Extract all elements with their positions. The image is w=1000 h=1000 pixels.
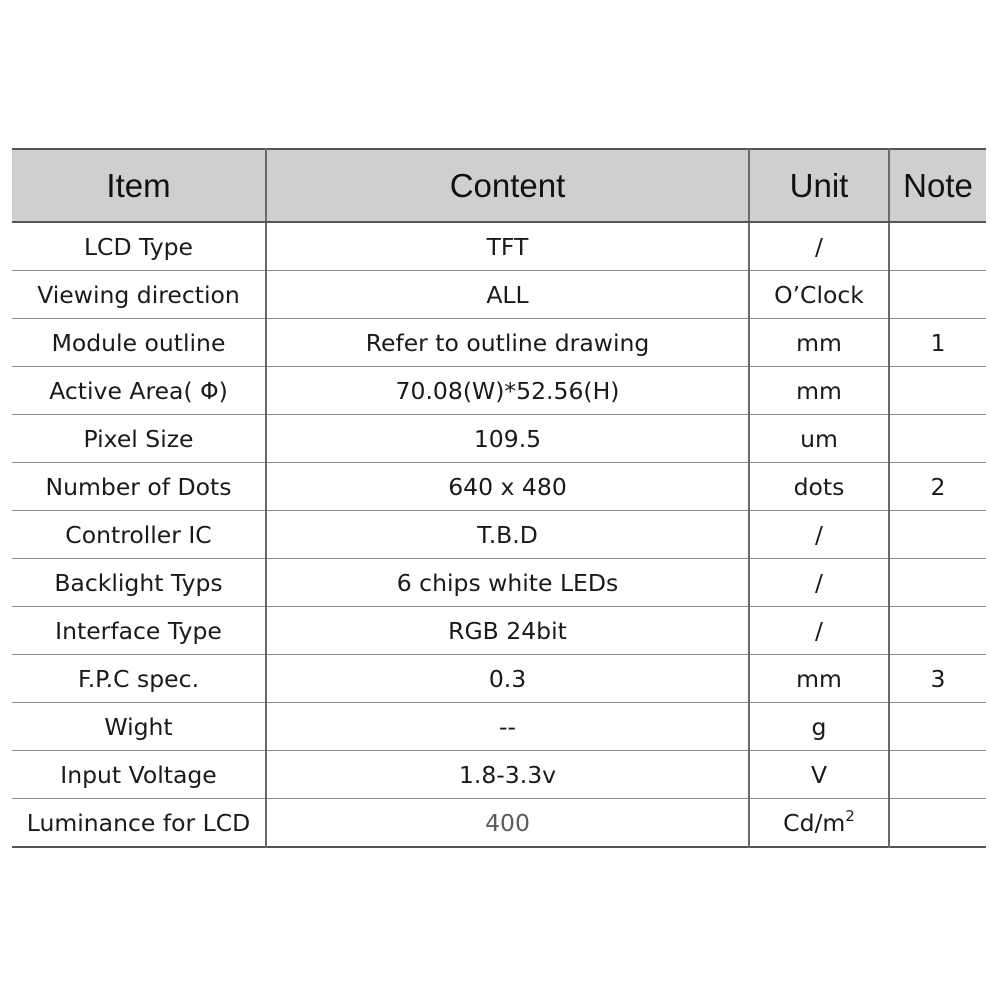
unit-cell: um	[749, 415, 889, 463]
note-cell	[889, 607, 986, 655]
note-cell	[889, 559, 986, 607]
content-cell: T.B.D	[266, 511, 749, 559]
table-row	[12, 655, 986, 703]
header-unit: Unit	[749, 149, 889, 222]
table-row	[12, 511, 986, 559]
content-cell: 6 chips white LEDs	[266, 559, 749, 607]
unit-superscript: 2	[845, 806, 855, 825]
header-content: Content	[266, 149, 749, 222]
table-row	[12, 559, 986, 607]
table-row	[12, 607, 986, 655]
content-cell: TFT	[266, 222, 749, 271]
item-cell: Viewing direction	[12, 271, 266, 319]
item-cell: Controller IC	[12, 511, 266, 559]
table-row	[12, 463, 986, 511]
note-cell	[889, 703, 986, 751]
item-cell: F.P.C spec.	[12, 655, 266, 703]
content-cell: 109.5	[266, 415, 749, 463]
unit-cell: /	[749, 511, 889, 559]
note-cell	[889, 799, 986, 848]
note-cell	[889, 222, 986, 271]
note-cell: 3	[889, 655, 986, 703]
table-row	[12, 367, 986, 415]
header-row	[12, 149, 986, 222]
item-cell: Backlight Typs	[12, 559, 266, 607]
content-cell: Refer to outline drawing	[266, 319, 749, 367]
item-cell: Luminance for LCD	[12, 799, 266, 848]
item-cell: Number of Dots	[12, 463, 266, 511]
unit-cell: /	[749, 222, 889, 271]
table-row	[12, 751, 986, 799]
content-cell: 70.08(W)*52.56(H)	[266, 367, 749, 415]
unit-text: Cd/m	[783, 808, 846, 837]
note-cell: 1	[889, 319, 986, 367]
table-row	[12, 222, 986, 271]
unit-cell: mm	[749, 655, 889, 703]
note-cell: 2	[889, 463, 986, 511]
item-cell: LCD Type	[83, 232, 194, 261]
unit-cell: dots	[749, 463, 889, 511]
content-cell: ALL	[266, 271, 749, 319]
item-cell: Interface Type	[12, 607, 266, 655]
unit-cell: O’Clock	[749, 271, 889, 319]
content-cell: 0.3	[266, 655, 749, 703]
content-cell: 640 x 480	[266, 463, 749, 511]
spec-table	[12, 148, 986, 848]
table-row	[12, 271, 986, 319]
header-item: Item	[12, 149, 266, 222]
content-cell: RGB 24bit	[266, 607, 749, 655]
item-cell: Pixel Size	[12, 415, 266, 463]
content-cell: 1.8-3.3v	[266, 751, 749, 799]
content-cell: 400	[266, 799, 749, 848]
content-cell: --	[266, 703, 749, 751]
item-cell: Input Voltage	[12, 751, 266, 799]
table-row	[12, 703, 986, 751]
note-cell	[889, 271, 986, 319]
note-cell	[889, 511, 986, 559]
note-cell	[889, 367, 986, 415]
item-cell: Module outline	[12, 319, 266, 367]
item-cell: Active Area( Φ)	[12, 367, 266, 415]
table-row	[12, 415, 986, 463]
unit-cell: g	[749, 703, 889, 751]
unit-cell	[749, 799, 889, 848]
header-note: Note	[889, 149, 986, 222]
note-cell	[889, 751, 986, 799]
note-cell	[889, 415, 986, 463]
unit-cell: mm	[749, 319, 889, 367]
unit-cell: V	[749, 751, 889, 799]
table-row	[12, 799, 986, 848]
unit-cell: /	[749, 607, 889, 655]
unit-cell: mm	[749, 367, 889, 415]
item-cell: Wight	[12, 703, 266, 751]
unit-cell: /	[749, 559, 889, 607]
table-row	[12, 319, 986, 367]
